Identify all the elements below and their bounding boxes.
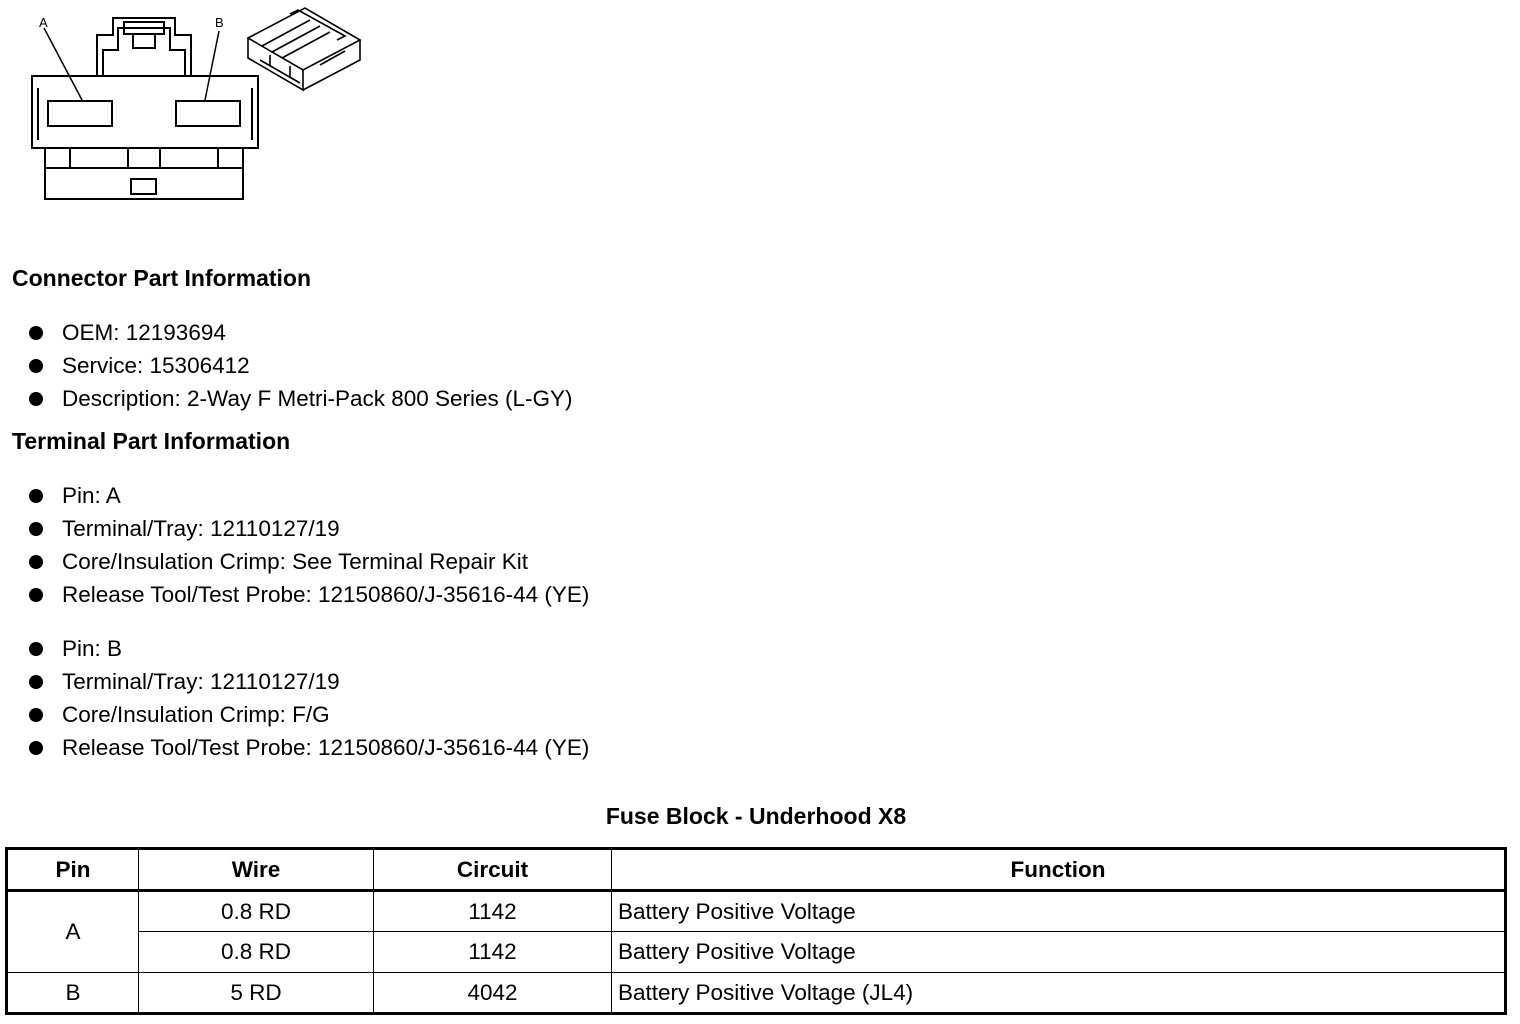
column-header-circuit: Circuit: [374, 849, 612, 891]
bullet-icon: [29, 741, 43, 755]
pin-cell: A: [7, 891, 139, 973]
function-cell: Battery Positive Voltage (JL4): [612, 973, 1506, 1014]
bullet-icon: [29, 522, 43, 536]
column-header-wire: Wire: [139, 849, 374, 891]
table-title: Fuse Block - Underhood X8: [605, 803, 907, 829]
column-header-function: Function: [612, 849, 1506, 891]
bullet-icon: [29, 392, 43, 406]
pin-b-callout: B: [215, 15, 224, 30]
list-item: OEM: 12193694: [28, 316, 573, 349]
circuit-cell: 1142: [374, 932, 612, 973]
list-item: Core/Insulation Crimp: See Terminal Repair Kit: [28, 545, 589, 578]
terminal-section-heading: Terminal Part Information: [12, 428, 291, 454]
connector-isometric-icon: [248, 8, 360, 90]
wire-cell: 5 RD: [139, 973, 374, 1014]
pin-cell: B: [7, 973, 139, 1014]
table-row: [7, 932, 1506, 973]
list-item: Terminal/Tray: 12110127/19: [28, 512, 589, 545]
circuit-cell: 4042: [374, 973, 612, 1014]
terminal-pin-a-list: [28, 479, 589, 611]
list-item: Service: 15306412: [28, 349, 573, 382]
connector-section-heading: Connector Part Information: [12, 265, 312, 291]
list-item: Pin: A: [28, 479, 589, 512]
table-row: [7, 891, 1506, 932]
function-cell: Battery Positive Voltage: [612, 932, 1506, 973]
bullet-icon: [29, 588, 43, 602]
connector-info-list: [28, 316, 573, 415]
function-cell: Battery Positive Voltage: [612, 891, 1506, 932]
circuit-cell: 1142: [374, 891, 612, 932]
connector-diagram: [0, 0, 380, 210]
list-item: Pin: B: [28, 632, 589, 665]
list-item: Core/Insulation Crimp: F/G: [28, 698, 589, 731]
bullet-icon: [29, 642, 43, 656]
table-header-row: [7, 849, 1506, 891]
bullet-icon: [29, 489, 43, 503]
bullet-icon: [29, 326, 43, 340]
pinout-table: [5, 847, 1507, 1015]
wire-cell: 0.8 RD: [139, 891, 374, 932]
list-item: Release Tool/Test Probe: 12150860/J-35616-44 (YE): [28, 578, 589, 611]
list-item: Terminal/Tray: 12110127/19: [28, 665, 589, 698]
bullet-icon: [29, 555, 43, 569]
wire-cell: 0.8 RD: [139, 932, 374, 973]
list-item: Description: 2-Way F Metri-Pack 800 Series (L-GY): [28, 382, 573, 415]
table-row: [7, 973, 1506, 1014]
bullet-icon: [29, 359, 43, 373]
bullet-icon: [29, 708, 43, 722]
terminal-pin-b-list: [28, 632, 589, 764]
bullet-icon: [29, 675, 43, 689]
list-item: Release Tool/Test Probe: 12150860/J-35616-44 (YE): [28, 731, 589, 764]
pin-a-callout: A: [39, 15, 48, 30]
column-header-pin: Pin: [7, 849, 139, 891]
